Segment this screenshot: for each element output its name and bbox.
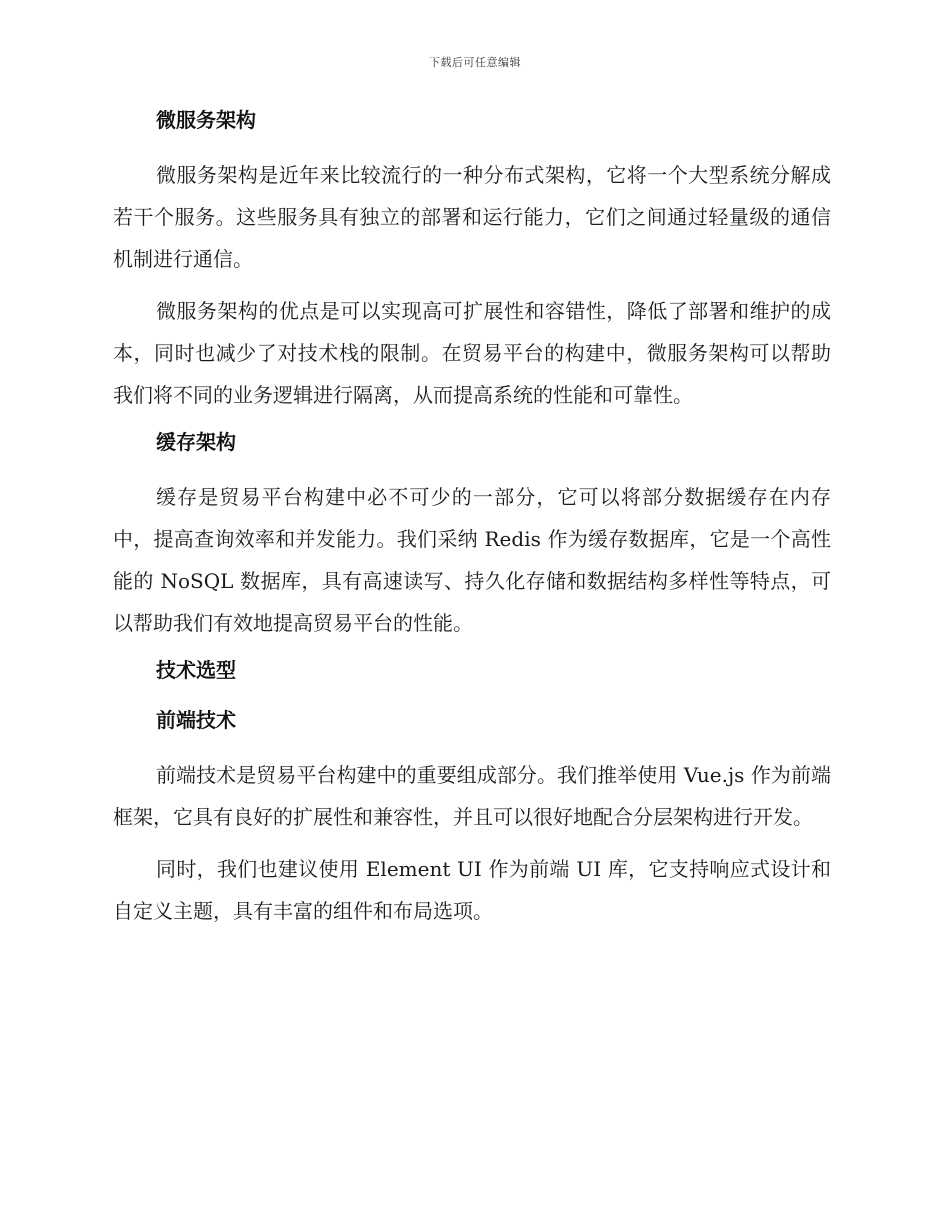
section-heading-tech-selection: 技术选型 <box>156 658 236 682</box>
paragraph-cache: 缓存是贸易平台构建中必不可少的一部分，它可以将部分数据缓存在内存中，提高查询效率和并发能力。我们采纳 Redis 作为缓存数据库，它是一个高性能的 NoSQL 数据库，具有高速读写、持久化存储和数据结构多样性等特点，可以帮助我们有效地提高贸易平台的性能。 <box>113 485 831 635</box>
paragraph-frontend-element-ui: 同时，我们也建议使用 Element UI 作为前端 UI 库，它支持响应式设计和自定义主题，具有丰富的组件和布局选项。 <box>113 857 831 923</box>
paragraph-frontend-vue: 前端技术是贸易平台构建中的重要组成部分。我们推举使用 Vue.js 作为前端框架，它具有良好的扩展性和兼容性，并且可以很好地配合分层架构进行开发。 <box>113 763 831 829</box>
document-body <box>113 104 831 942</box>
section-heading-cache: 缓存架构 <box>156 430 236 454</box>
paragraph-microservices-intro: 微服务架构是近年来比较流行的一种分布式架构，它将一个大型系统分解成若干个服务。这些服务具有独立的部署和运行能力，它们之间通过轻量级的通信机制进行通信。 <box>113 163 831 271</box>
paragraph-microservices-advantages: 微服务架构的优点是可以实现高可扩展性和容错性，降低了部署和维护的成本，同时也减少了对技术栈的限制。在贸易平台的构建中，微服务架构可以帮助我们将不同的业务逻辑进行隔离，从而提高系统的性能和可靠性。 <box>113 299 831 407</box>
header-note: 下载后可任意编辑 <box>429 56 521 69</box>
section-heading-microservices: 微服务架构 <box>156 108 256 132</box>
section-heading-frontend: 前端技术 <box>156 708 236 732</box>
